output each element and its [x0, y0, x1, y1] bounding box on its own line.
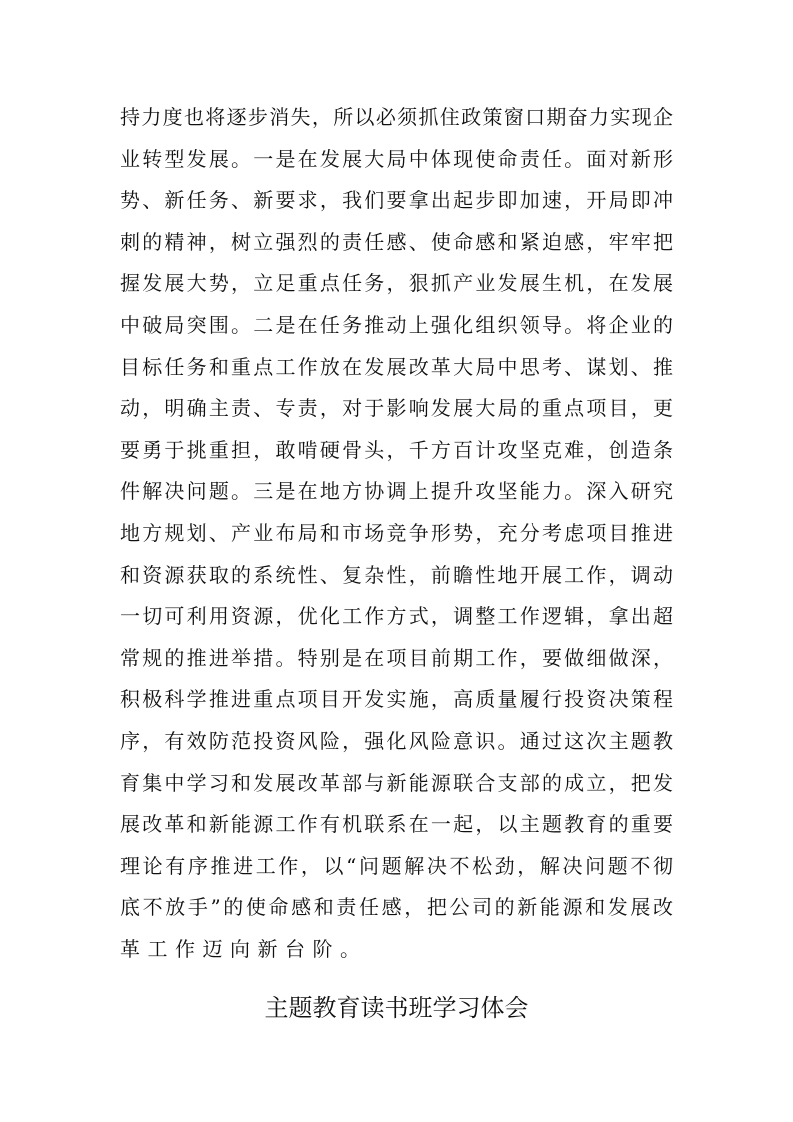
text-line: 理论有序推进工作，以“问题解决不松劲，解决问题不彻	[120, 853, 673, 878]
text-line: 一切可利用资源，优化工作方式，调整工作逻辑，拿出超	[120, 604, 673, 629]
text-line: 序，有效防范投资风险，强化风险意识。通过这次主题教	[120, 728, 673, 753]
text-line: 展改革和新能源工作有机联系在一起，以主题教育的重要	[120, 812, 673, 837]
text-line: 持力度也将逐步消失，所以必须抓住政策窗口期奋力实现企	[120, 105, 673, 129]
text-line: 中破局突围。二是在任务推动上强化组织领导。将企业的	[120, 312, 673, 337]
body-paragraph	[120, 97, 673, 970]
text-line: 业转型发展。一是在发展大局中体现使命责任。面对新形	[120, 146, 673, 171]
text-line: 动，明确主责、专责，对于影响发展大局的重点项目，更	[120, 396, 673, 421]
text-line: 积极科学推进重点项目开发实施，高质量履行投资决策程	[120, 687, 673, 712]
text-line: 件解决问题。三是在地方协调上提升攻坚能力。深入研究	[120, 479, 673, 504]
text-line: 常规的推进举措。特别是在项目前期工作，要做细做深，	[120, 645, 673, 670]
text-line: 育集中学习和发展改革部与新能源联合支部的成立，把发	[120, 770, 673, 795]
text-line: 革工作迈向新台阶。	[120, 936, 368, 961]
text-line: 目标任务和重点工作放在发展改革大局中思考、谋划、推	[120, 354, 673, 379]
text-line: 地方规划、产业布局和市场竞争形势，充分考虑项目推进	[120, 520, 673, 545]
text-line: 要勇于挑重担，敢啃硬骨头，千方百计攻坚克难，创造条	[120, 437, 673, 462]
section-title: 主题教育读书班学习体会	[264, 994, 529, 1022]
text-line: 和资源获取的系统性、复杂性，前瞻性地开展工作，调动	[120, 562, 673, 587]
text-line: 势、新任务、新要求，我们要拿出起步即加速，开局即冲	[120, 188, 673, 213]
text-line: 刺的精神，树立强烈的责任感、使命感和紧迫感，牢牢把	[120, 229, 673, 254]
text-line: 握发展大势，立足重点任务，狠抓产业发展生机，在发展	[120, 271, 673, 296]
text-line: 底不放手”的使命感和责任感，把公司的新能源和发展改	[120, 895, 673, 920]
